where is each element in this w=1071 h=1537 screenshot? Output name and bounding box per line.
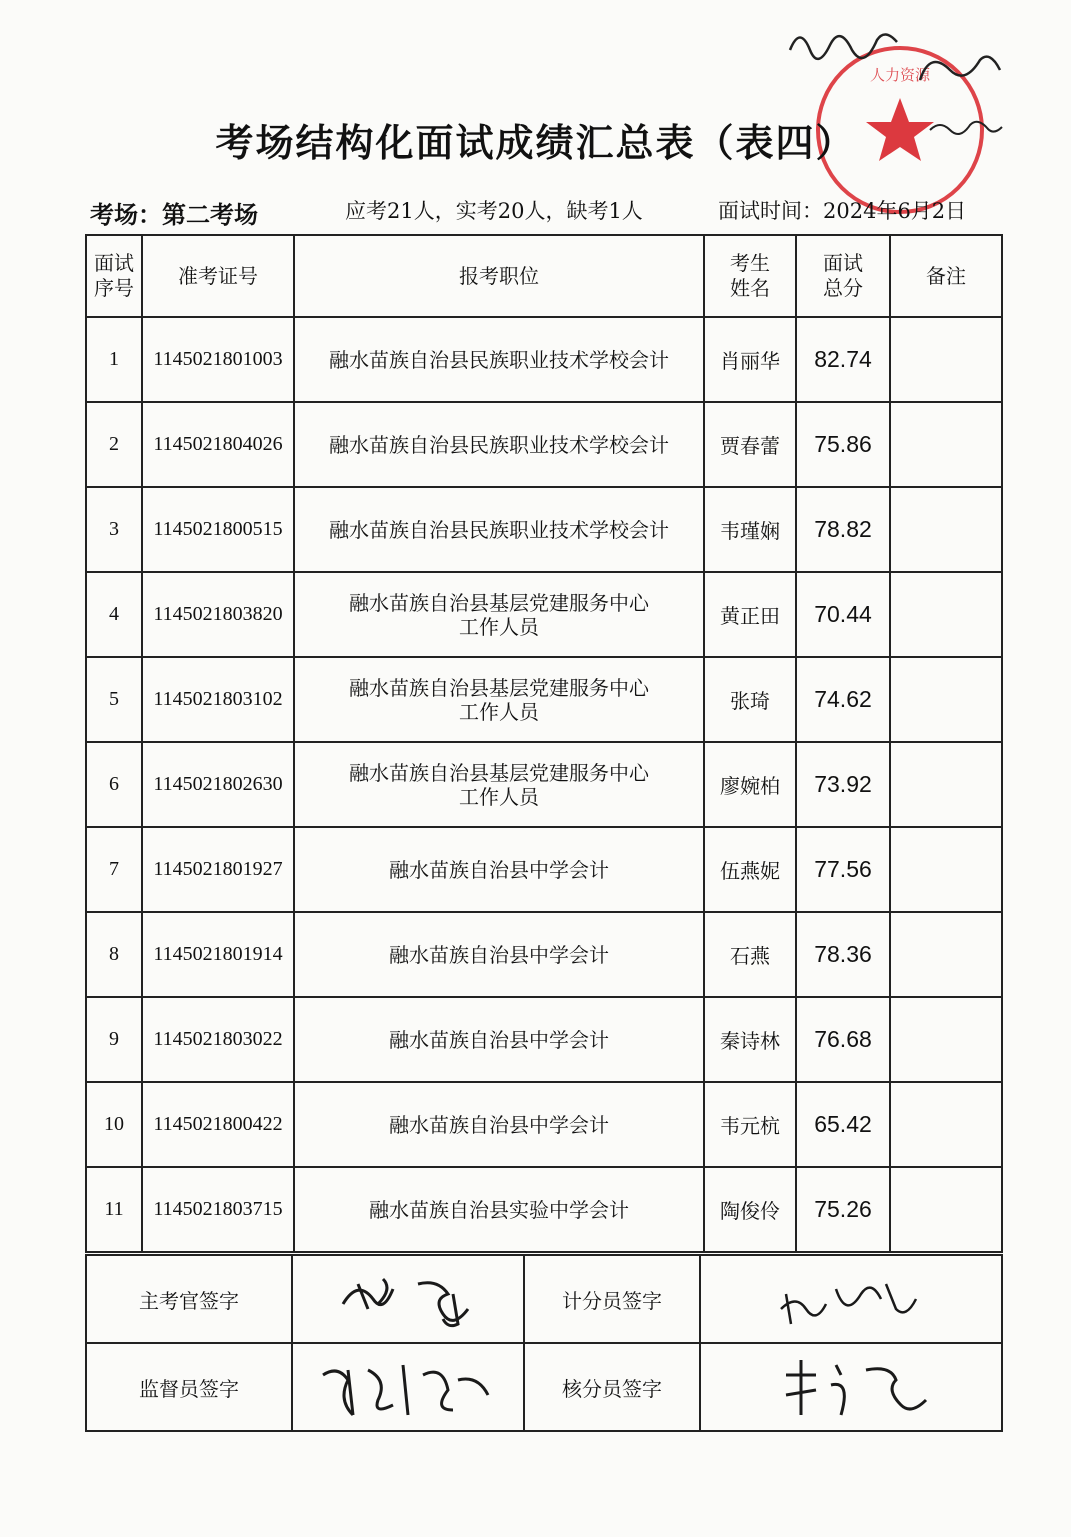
cell-remark [890,742,1002,827]
cell-seq: 9 [86,997,142,1082]
cell-name: 张琦 [704,657,796,742]
cell-seq: 2 [86,402,142,487]
cell-seq: 10 [86,1082,142,1167]
cell-position: 融水苗族自治县中学会计 [294,1082,704,1167]
cell-exam-id: 1145021803022 [142,997,294,1082]
header-exam-id: 准考证号 [142,235,294,317]
scorer-signature [700,1255,1002,1343]
table-row [86,572,1002,657]
checker-label: 核分员签字 [524,1343,700,1431]
cell-score: 73.92 [796,742,890,827]
venue-label: 考场：第二考场 [90,200,258,229]
checker-signature [700,1343,1002,1431]
cell-name: 石燕 [704,912,796,997]
page-title: 考场结构化面试成绩汇总表（表四） [215,120,856,165]
table-header-row [86,235,1002,317]
cell-score: 74.62 [796,657,890,742]
header-name: 考生姓名 [704,235,796,317]
cell-name: 贾春蕾 [704,402,796,487]
header-remark: 备注 [890,235,1002,317]
interview-time: 面试时间：2024年6月2日 [718,199,967,223]
cell-name: 黄正田 [704,572,796,657]
cell-position: 融水苗族自治县中学会计 [294,997,704,1082]
cell-score: 78.36 [796,912,890,997]
cell-exam-id: 1145021803102 [142,657,294,742]
cell-name: 廖婉柏 [704,742,796,827]
cell-exam-id: 1145021801914 [142,912,294,997]
table-row [86,742,1002,827]
score-table [85,234,1003,1253]
cell-score: 77.56 [796,827,890,912]
table-row [86,402,1002,487]
cell-remark [890,572,1002,657]
cell-remark [890,997,1002,1082]
table-row [86,317,1002,402]
cell-remark [890,657,1002,742]
cell-score: 76.68 [796,997,890,1082]
cell-position: 融水苗族自治县民族职业技术学校会计 [294,487,704,572]
cell-seq: 11 [86,1167,142,1252]
signature-row [86,1255,1002,1343]
cell-remark [890,487,1002,572]
table-row [86,657,1002,742]
cell-exam-id: 1145021803715 [142,1167,294,1252]
table-row [86,487,1002,572]
cell-seq: 4 [86,572,142,657]
header-seq: 面试序号 [86,235,142,317]
cell-exam-id: 1145021800515 [142,487,294,572]
cell-seq: 7 [86,827,142,912]
svg-text:人力资源: 人力资源 [869,66,931,84]
cell-position: 融水苗族自治县民族职业技术学校会计 [294,402,704,487]
cell-exam-id: 1145021803820 [142,572,294,657]
cell-name: 秦诗林 [704,997,796,1082]
handwritten-signature [323,1264,493,1334]
cell-score: 75.26 [796,1167,890,1252]
supervisor-signature [292,1343,524,1431]
cell-score: 78.82 [796,487,890,572]
scorer-label: 计分员签字 [524,1255,700,1343]
cell-exam-id: 1145021800422 [142,1082,294,1167]
cell-seq: 1 [86,317,142,402]
signature-row [86,1343,1002,1431]
cell-score: 70.44 [796,572,890,657]
table-row [86,1082,1002,1167]
cell-position: 融水苗族自治县民族职业技术学校会计 [294,317,704,402]
cell-score: 65.42 [796,1082,890,1167]
cell-score: 82.74 [796,317,890,402]
cell-name: 陶俊伶 [704,1167,796,1252]
table-row [86,827,1002,912]
header-position: 报考职位 [294,235,704,317]
header-score: 面试总分 [796,235,890,317]
cell-remark [890,827,1002,912]
handwritten-signature [766,1350,936,1424]
table-row [86,997,1002,1082]
supervisor-label: 监督员签字 [86,1343,292,1431]
attendance-summary: 应考21人，实考20人，缺考1人 [345,199,643,223]
cell-remark [890,1167,1002,1252]
cell-name: 肖丽华 [704,317,796,402]
cell-position: 融水苗族自治县基层党建服务中心 工作人员 [294,742,704,827]
cell-position: 融水苗族自治县基层党建服务中心 工作人员 [294,657,704,742]
cell-name: 伍燕妮 [704,827,796,912]
cell-score: 75.86 [796,402,890,487]
chief-examiner-signature [292,1255,524,1343]
cell-exam-id: 1145021801003 [142,317,294,402]
table-row [86,912,1002,997]
cell-exam-id: 1145021804026 [142,402,294,487]
cell-remark [890,317,1002,402]
cell-exam-id: 1145021802630 [142,742,294,827]
cell-position: 融水苗族自治县基层党建服务中心 工作人员 [294,572,704,657]
cell-position: 融水苗族自治县中学会计 [294,912,704,997]
cell-name: 韦瑾娴 [704,487,796,572]
cell-remark [890,912,1002,997]
cell-seq: 8 [86,912,142,997]
cell-position: 融水苗族自治县中学会计 [294,827,704,912]
cell-seq: 3 [86,487,142,572]
cell-seq: 6 [86,742,142,827]
handwritten-signature [308,1350,508,1424]
cell-remark [890,1082,1002,1167]
chief-examiner-label: 主考官签字 [86,1255,292,1343]
signature-table [85,1254,1003,1432]
cell-position: 融水苗族自治县实验中学会计 [294,1167,704,1252]
cell-seq: 5 [86,657,142,742]
cell-exam-id: 1145021801927 [142,827,294,912]
handwritten-signature [766,1264,936,1334]
table-row [86,1167,1002,1252]
cell-name: 韦元杭 [704,1082,796,1167]
cell-remark [890,402,1002,487]
